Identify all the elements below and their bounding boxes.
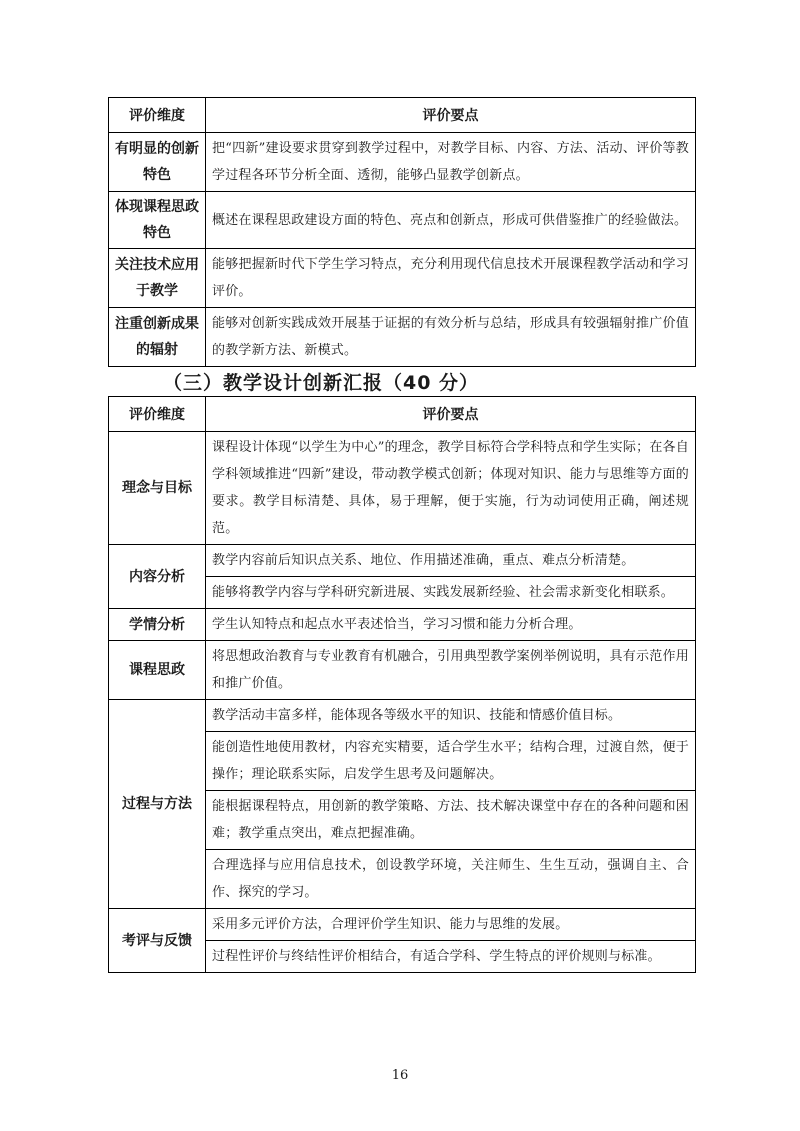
row-points: 能够把握新时代下学生学习特点，充分利用现代信息技术开展课程教学活动和学习评价。 <box>206 249 696 308</box>
table-row <box>109 133 696 192</box>
row-dimension: 关注技术应用于教学 <box>109 249 206 308</box>
row-points: 将思想政治教育与专业教育有机融合，引用典型教学案例举例说明，具有示范作用和推广价值。 <box>206 641 696 700</box>
evaluation-table-design-report <box>108 396 696 973</box>
row-dimension: 体现课程思政特色 <box>109 192 206 249</box>
row-dimension: 理念与目标 <box>109 432 206 545</box>
row-points: 能创造性地使用教材，内容充实精要，适合学生水平；结构合理，过渡自然，便于操作；理论联系实际，启发学生思考及问题解决。 <box>206 732 696 791</box>
header-dimension: 评价维度 <box>109 397 206 432</box>
row-points: 合理选择与应用信息技术，创设教学环境，关注师生、生生互动，强调自主、合作、探究的学习。 <box>206 850 696 909</box>
row-dimension: 课程思政 <box>109 641 206 700</box>
header-points: 评价要点 <box>206 397 696 432</box>
table-row <box>109 432 696 545</box>
table-row <box>109 545 696 577</box>
row-points: 采用多元评价方法，合理评价学生知识、能力与思维的发展。 <box>206 909 696 941</box>
row-points: 能够将教学内容与学科研究新进展、实践发展新经验、社会需求新变化相联系。 <box>206 577 696 609</box>
page-number: 16 <box>391 1068 409 1083</box>
row-dimension: 过程与方法 <box>109 700 206 909</box>
row-points: 能根据课程特点，用创新的教学策略、方法、技术解决课堂中存在的各种问题和困难；教学重点突出，难点把握准确。 <box>206 791 696 850</box>
row-dimension: 有明显的创新特色 <box>109 133 206 192</box>
table-row <box>109 249 696 308</box>
table-row <box>109 700 696 732</box>
table-row <box>109 308 696 367</box>
row-points: 教学活动丰富多样，能体现各等级水平的知识、技能和情感价值目标。 <box>206 700 696 732</box>
row-points: 把“四新”建设要求贯穿到教学过程中，对教学目标、内容、方法、活动、评价等教学过程各环节分析全面、透彻，能够凸显教学创新点。 <box>206 133 696 192</box>
row-points: 课程设计体现“以学生为中心”的理念，教学目标符合学科特点和学生实际；在各自学科领域推进“四新”建设，带动教学模式创新；体现对知识、能力与思维等方面的要求。教学目标清楚、具体，易于理解，便于实施，行为动词使用正确，阐述规范。 <box>206 432 696 545</box>
header-points: 评价要点 <box>206 98 696 133</box>
row-dimension: 考评与反馈 <box>109 909 206 973</box>
row-points: 能够对创新实践成效开展基于证据的有效分析与总结，形成具有较强辐射推广价值的教学新方法、新模式。 <box>206 308 696 367</box>
table-row <box>109 192 696 249</box>
table-row <box>109 909 696 941</box>
row-points: 学生认知特点和起点水平表述恰当，学习习惯和能力分析合理。 <box>206 609 696 641</box>
row-points: 过程性评价与终结性评价相结合，有适合学科、学生特点的评价规则与标准。 <box>206 941 696 973</box>
row-dimension: 内容分析 <box>109 545 206 609</box>
table-row <box>109 641 696 700</box>
table-header-row <box>109 397 696 432</box>
table-header-row <box>109 98 696 133</box>
row-dimension: 注重创新成果的辐射 <box>109 308 206 367</box>
evaluation-table-innovation <box>108 97 696 367</box>
row-points: 教学内容前后知识点关系、地位、作用描述准确，重点、难点分析清楚。 <box>206 545 696 577</box>
header-dimension: 评价维度 <box>109 98 206 133</box>
row-dimension: 学情分析 <box>109 609 206 641</box>
table-row <box>109 609 696 641</box>
section-title: （三）教学设计创新汇报（40 分） <box>163 372 480 394</box>
row-points: 概述在课程思政建设方面的特色、亮点和创新点，形成可供借鉴推广的经验做法。 <box>206 192 696 249</box>
